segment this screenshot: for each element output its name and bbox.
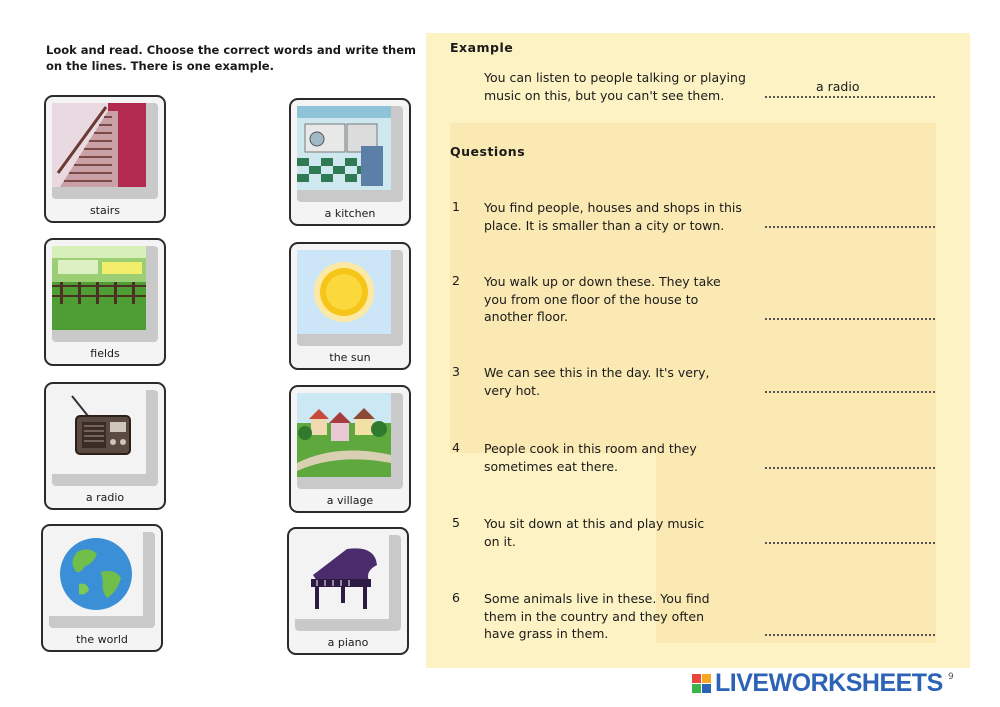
world-picture: [49, 532, 143, 616]
card-label: the world: [76, 633, 128, 646]
question-text: People cook in this room and they sometimes eat there.: [484, 441, 697, 474]
picture-card-sun: [289, 242, 411, 370]
question-text: You sit down at this and play music on it.: [484, 516, 705, 549]
fields-picture: [52, 246, 146, 330]
logo-icon: [692, 674, 711, 693]
village-picture: [297, 393, 391, 477]
kitchen-picture: [297, 106, 391, 190]
radio-picture: [52, 390, 146, 474]
logo-square: [702, 674, 711, 683]
picture-card-fields: [44, 238, 166, 366]
logo-square: [692, 684, 701, 693]
picture-card-stairs: [44, 95, 166, 223]
card-label: a radio: [85, 491, 125, 504]
picture-card-world: [41, 524, 163, 652]
answer-line-5[interactable]: [765, 542, 935, 544]
questions-panel: [426, 33, 970, 668]
question-number: 1: [452, 199, 460, 214]
logo-text: LIVEWORKSHEETS: [715, 668, 943, 697]
card-label: a kitchen: [324, 207, 376, 220]
answer-line-6[interactable]: [765, 634, 935, 636]
example-heading: Example: [450, 40, 514, 55]
question-number: 5: [452, 515, 460, 530]
answer-line-4[interactable]: [765, 467, 935, 469]
picture-card-piano: [287, 527, 409, 655]
logo-square: [692, 674, 701, 683]
example-text: You can listen to people talking or playing music on this, but you can't see them.: [484, 70, 746, 103]
question-text: You find people, houses and shops in this place. It is smaller than a city or town.: [484, 200, 742, 233]
question-text: Some animals live in these. You find them in the country and they often have grass in them.: [484, 591, 710, 641]
sun-picture: [297, 250, 391, 334]
question-text: We can see this in the day. It's very, very hot.: [484, 365, 710, 398]
card-label: a piano: [327, 636, 369, 649]
questions-heading: Questions: [450, 144, 526, 159]
card-label: a village: [326, 494, 374, 507]
answer-line-3[interactable]: [765, 391, 935, 393]
question-number: 2: [452, 273, 460, 288]
question-number: 6: [452, 590, 460, 605]
answer-line-2[interactable]: [765, 318, 935, 320]
picture-card-radio: [44, 382, 166, 510]
card-label: the sun: [329, 351, 371, 364]
instructions: Look and read. Choose the correct words and write them on the lines. There is one example.: [46, 43, 417, 73]
answer-line-1[interactable]: [765, 226, 935, 228]
page-number: 9: [948, 672, 954, 682]
stairs-picture: [52, 103, 146, 187]
liveworksheets-logo[interactable]: [692, 669, 943, 697]
question-text: You walk up or down these. They take you from one floor of the house to another floor.: [484, 274, 721, 324]
logo-square: [702, 684, 711, 693]
card-label: stairs: [89, 204, 121, 217]
picture-card-village: [289, 385, 411, 513]
question-number: 4: [452, 440, 460, 455]
card-label: fields: [90, 347, 120, 360]
piano-picture: [295, 535, 389, 619]
picture-card-kitchen: [289, 98, 411, 226]
example-answer-line: [765, 96, 935, 98]
example-answer: a radio: [816, 79, 860, 94]
question-number: 3: [452, 364, 460, 379]
